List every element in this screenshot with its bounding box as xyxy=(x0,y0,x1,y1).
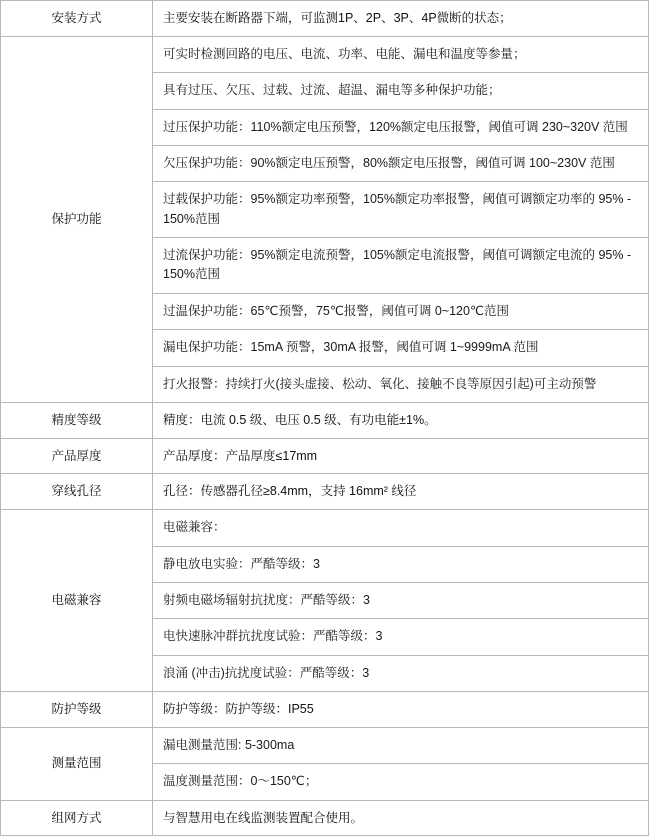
list-item xyxy=(153,293,648,329)
protection-item-leakage: 漏电保护功能：15mA 预警，30mA 报警，阈值可调 1~9999mA 范围 xyxy=(153,330,648,366)
row-value-protection-rating: 防护等级：防护等级：IP55 xyxy=(153,692,649,728)
protection-item-overcurrent: 过流保护功能：95%额定电流预警，105%额定电流报警，阈值可调额定电流的 95% - 150%范围 xyxy=(153,238,648,294)
row-value-accuracy-class: 精度：电流 0.5 级、电压 0.5 级、有功电能±1%。 xyxy=(153,402,649,438)
table-row xyxy=(1,510,649,692)
row-value-install-method: 主要安装在断路器下端，可监测1P、2P、3P、4P微断的状态； xyxy=(153,1,649,37)
emc-item-esd: 静电放电实验：严酷等级：3 xyxy=(153,546,648,582)
table-row xyxy=(1,1,649,37)
row-value-product-thickness: 产品厚度：产品厚度≤17mm xyxy=(153,438,649,474)
row-label-protection-rating: 防护等级 xyxy=(1,692,153,728)
list-item xyxy=(153,182,648,238)
list-item xyxy=(153,510,648,546)
list-item xyxy=(153,145,648,181)
table-row xyxy=(1,36,649,402)
row-value-networking-mode: 与智慧用电在线监测装置配合使用。 xyxy=(153,800,649,836)
protection-item-overvoltage: 过压保护功能：110%额定电压预警，120%额定电压报警，阈值可调 230~320V 范围 xyxy=(153,109,648,145)
protection-item-overtemperature: 过温保护功能：65℃预警，75℃报警，阈值可调 0~120℃范围 xyxy=(153,293,648,329)
table-row xyxy=(1,438,649,474)
list-item xyxy=(153,655,648,691)
row-label-protection-functions: 保护功能 xyxy=(1,36,153,402)
list-item xyxy=(153,73,648,109)
row-label-install-method: 安装方式 xyxy=(1,1,153,37)
list-item xyxy=(153,109,648,145)
protection-sub-table xyxy=(153,37,648,402)
measurement-item-leakage: 漏电测量范围: 5-300ma xyxy=(153,728,648,764)
emc-sub-table xyxy=(153,510,648,691)
row-label-emc: 电磁兼容 xyxy=(1,510,153,692)
protection-item-arc-alarm: 打火报警：持续打火(接头虚接、松动、氧化、接触不良等原因引起)可主动预警 xyxy=(163,376,597,391)
row-value-protection-functions xyxy=(153,36,649,402)
table-row xyxy=(1,474,649,510)
row-label-measurement-range: 测量范围 xyxy=(1,727,153,800)
protection-item-undervoltage: 欠压保护功能：90%额定电压预警，80%额定电压报警，阈值可调 100~230V 范围 xyxy=(153,145,648,181)
row-value-cable-hole-diameter: 孔径：传感器孔径≥8.4mm，支持 16mm² 线径 xyxy=(153,474,649,510)
emc-item-eft: 电快速脉冲群抗扰度试验：严酷等级：3 xyxy=(153,619,648,655)
row-label-product-thickness: 产品厚度 xyxy=(1,438,153,474)
table-row xyxy=(1,727,649,800)
list-item xyxy=(153,619,648,655)
measurement-sub-table xyxy=(153,728,648,800)
emc-item-surge: 浪涌 (冲击)抗扰度试验：严酷等级：3 xyxy=(163,665,370,680)
row-value-emc xyxy=(153,510,649,692)
emc-item-rf-radiated: 射频电磁场辐射抗扰度：严酷等级：3 xyxy=(153,582,648,618)
list-item xyxy=(153,238,648,294)
table-row xyxy=(1,402,649,438)
row-label-networking-mode: 组网方式 xyxy=(1,800,153,836)
row-label-cable-hole-diameter: 穿线孔径 xyxy=(1,474,153,510)
emc-item-title: 电磁兼容： xyxy=(153,510,648,546)
table-row xyxy=(1,692,649,728)
list-item xyxy=(153,37,648,73)
list-item xyxy=(153,330,648,366)
protection-item-types: 具有过压、欠压、过载、过流、超温、漏电等多种保护功能； xyxy=(153,73,648,109)
protection-item-measure: 可实时检测回路的电压、电流、功率、电能、漏电和温度等参量； xyxy=(153,37,648,73)
row-label-accuracy-class: 精度等级 xyxy=(1,402,153,438)
list-item xyxy=(153,582,648,618)
row-value-measurement-range xyxy=(153,727,649,800)
measurement-item-temperature: 温度测量范围：0～150℃； xyxy=(163,774,318,789)
table-row xyxy=(1,800,649,836)
list-item xyxy=(153,764,648,800)
list-item xyxy=(153,366,648,402)
list-item xyxy=(153,728,648,764)
list-item xyxy=(153,546,648,582)
protection-item-overload: 过载保护功能：95%额定功率预警，105%额定功率报警，阈值可调额定功率的 95% - 150%范围 xyxy=(153,182,648,238)
